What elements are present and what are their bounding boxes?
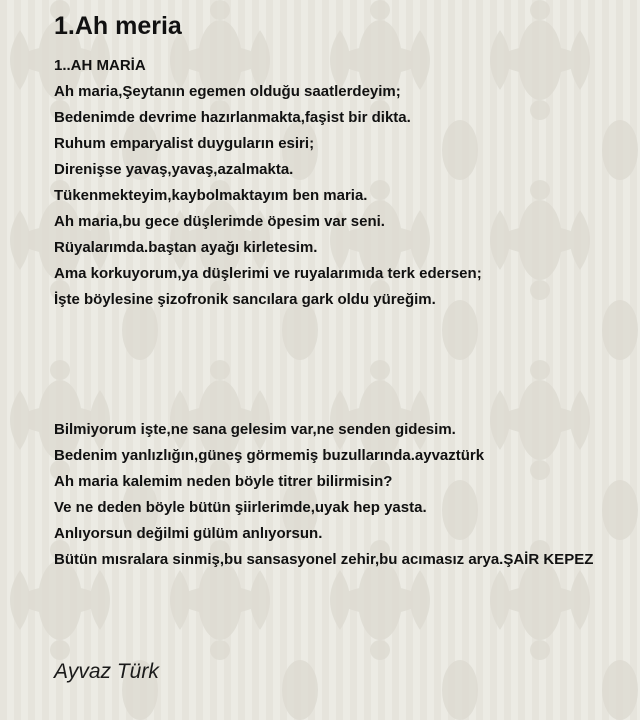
poem-line: Ve ne deden böyle bütün şiirlerimde,uyak hep yasta. <box>54 499 427 516</box>
poem-line: Ah maria kalemim neden böyle titrer bilirmisin? <box>54 473 393 490</box>
poem-line: Ah maria,bu gece düşlerimde öpesim var seni. <box>54 213 385 230</box>
poem-author[interactable]: Ayvaz Türk <box>54 660 159 683</box>
poem-line: Bedenimde devrime hazırlanmakta,faşist bir dikta. <box>54 109 411 126</box>
stanza-gap <box>54 313 593 417</box>
poem-line: Direnişse yavaş,yavaş,azalmakta. <box>54 161 294 178</box>
poem-line: Bilmiyorum işte,ne sana gelesim var,ne senden gidesim. <box>54 421 456 438</box>
poem-title: 1.Ah meria <box>54 12 182 40</box>
poem-line: Bedenim yanlızlığın,güneş görmemiş buzullarında.ayvaztürk <box>54 447 485 464</box>
poem-line: Ruhum emparyalist duyguların esiri; <box>54 135 315 152</box>
poem-body <box>54 53 593 573</box>
poem-line: İşte böylesine şizofronik sancılara gark oldu yüreğim. <box>54 291 436 308</box>
poem-line: Tükenmekteyim,kaybolmaktayım ben maria. <box>54 187 368 204</box>
poem-line: 1..AH MARİA <box>54 57 146 74</box>
poem-line: Bütün mısralara sinmiş,bu sansasyonel zehir,bu acımasız arya.ŞAİR KEPEZ <box>54 551 594 568</box>
poem-line: Ah maria,Şeytanın egemen olduğu saatlerdeyim; <box>54 83 401 100</box>
poem-line: Anlıyorsun değilmi gülüm anlıyorsun. <box>54 525 323 542</box>
poem-line: Rüyalarımda.baştan ayağı kirletesim. <box>54 239 318 256</box>
poem-line: Ama korkuyorum,ya düşlerimi ve ruyalarımıda terk edersen; <box>54 265 482 282</box>
